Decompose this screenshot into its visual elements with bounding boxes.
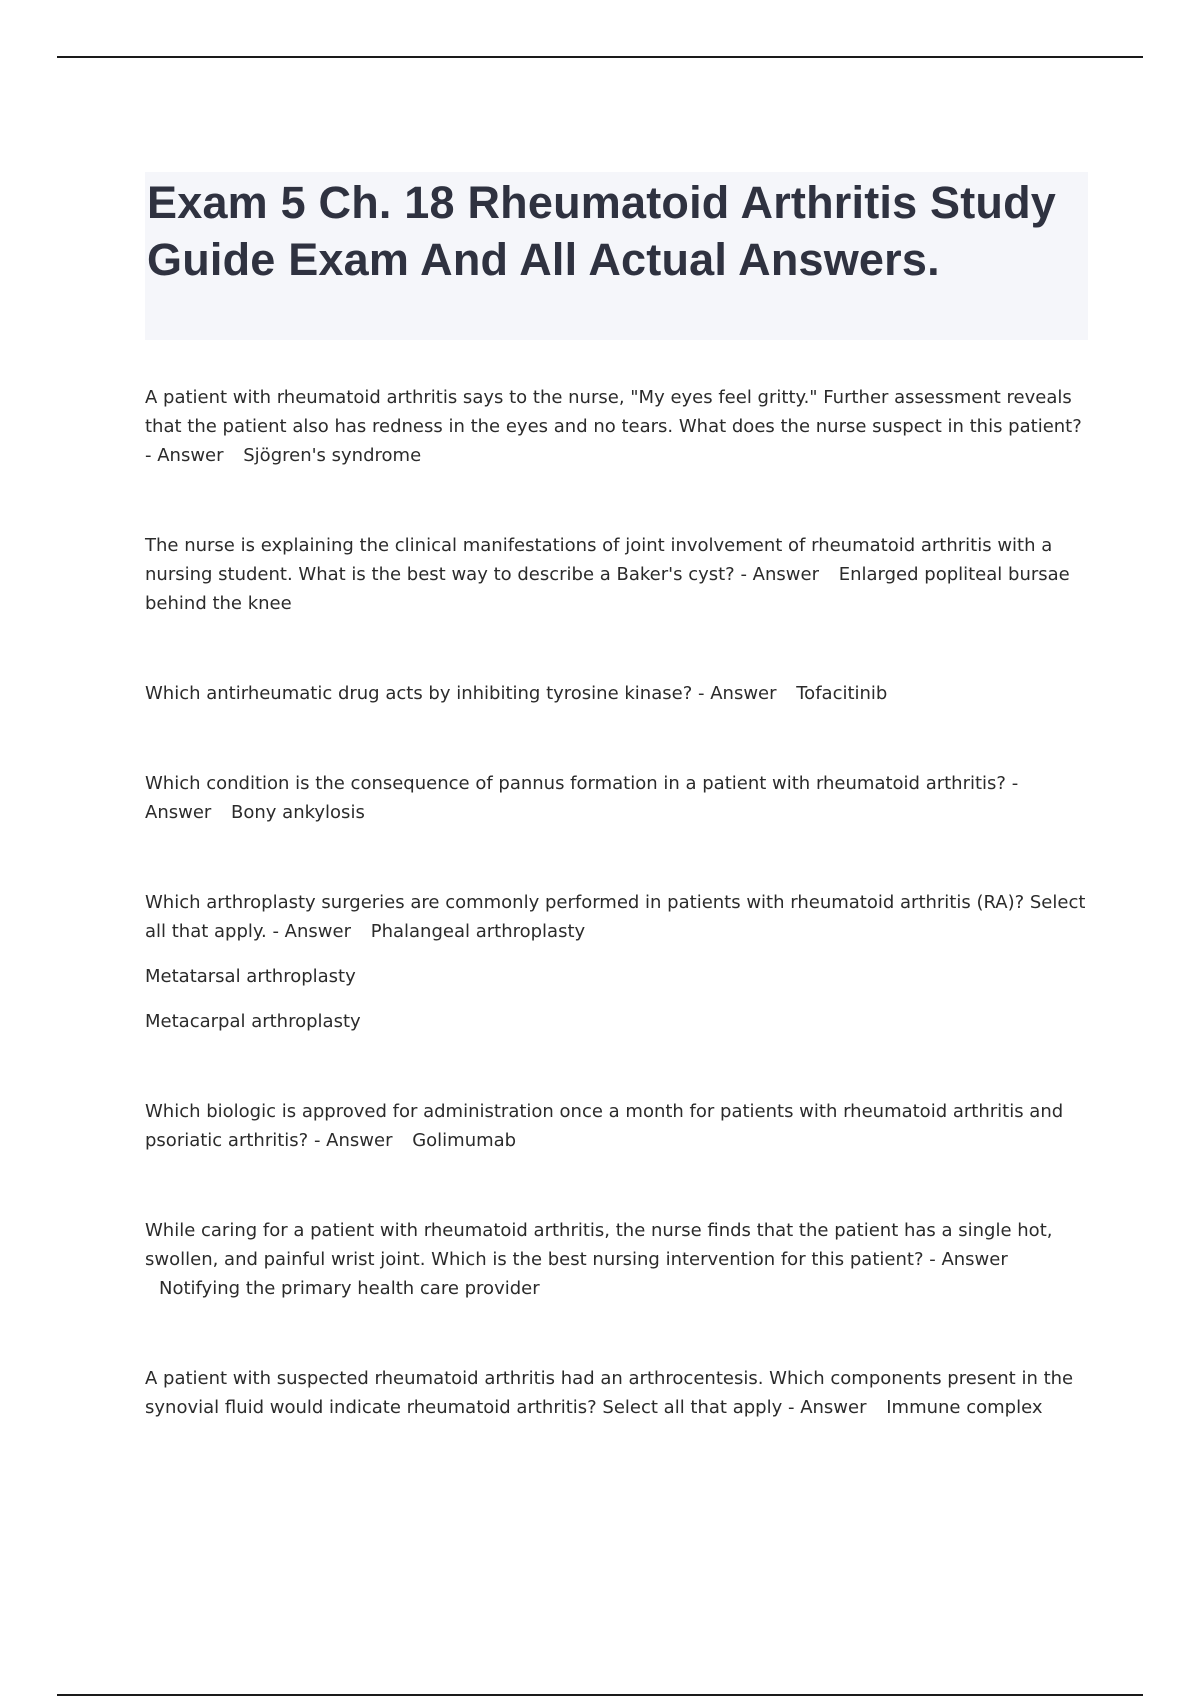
answer-text: Bony ankylosis: [231, 802, 365, 823]
question-text: The nurse is explaining the clinical manifestations of joint involvement of rheumatoid arthritis with a nursing student. What is the best way to describe a Baker's cyst?: [145, 535, 1053, 585]
answer-text: Notifying the primary health care provider: [159, 1278, 540, 1299]
top-rule: [57, 56, 1143, 58]
answer-separator: - Answer: [929, 1249, 1008, 1270]
qa-item: [145, 679, 1090, 708]
title-block: [145, 172, 1088, 340]
qa-item: [145, 769, 1090, 827]
answer-separator: - Answer: [740, 564, 819, 585]
question-text: Which condition is the consequence of pannus formation in a patient with rheumatoid arthritis?: [145, 773, 1006, 794]
answer-separator: - Answer: [272, 921, 351, 942]
document-title: Exam 5 Ch. 18 Rheumatoid Arthritis Study Guide Exam And All Actual Answers.: [147, 177, 1057, 285]
answer-text: Enlarged popliteal bursae behind the knee: [145, 564, 1070, 614]
qa-item: [145, 383, 1090, 470]
answer-extra-line: Metacarpal arthroplasty: [145, 1011, 361, 1032]
qa-item: [145, 1097, 1090, 1155]
answer-separator: - Answer: [313, 1130, 393, 1151]
answer-separator: - Answer: [698, 683, 777, 704]
question-text: A patient with rheumatoid arthritis says to the nurse, "My eyes feel gritty." Further assessment reveals that the patient also has redness in the eyes and no tears. What does the nurse suspect in this patient?: [145, 387, 1082, 437]
answer-separator: - Answer: [145, 445, 224, 466]
answer-text: Golimumab: [412, 1130, 517, 1151]
question-text: Which antirheumatic drug acts by inhibiting tyrosine kinase?: [145, 683, 693, 704]
question-text: Which arthroplasty surgeries are commonly performed in patients with rheumatoid arthritis (RA)? Select all that apply.: [145, 892, 1086, 942]
question-text: While caring for a patient with rheumatoid arthritis, the nurse finds that the patient has a single hot, swollen, and painful wrist joint. Which is the best nursing intervention for this patient?: [145, 1220, 1053, 1270]
bottom-rule: [57, 1694, 1143, 1696]
answer-text: Tofacitinib: [796, 683, 888, 704]
answer-separator: - Answer: [145, 773, 1019, 823]
answer-separator: - Answer: [787, 1397, 867, 1418]
qa-item: [145, 888, 1090, 1036]
answer-text: Immune complex: [886, 1397, 1043, 1418]
answer-text: Sjögren's syndrome: [243, 445, 422, 466]
question-text: Which biologic is approved for administration once a month for patients with rheumatoid arthritis and psoriatic arthritis?: [145, 1101, 1064, 1151]
question-text: A patient with suspected rheumatoid arthritis had an arthrocentesis. Which components present in the synovial fluid would indicate rheumatoid arthritis? Select all that apply: [145, 1368, 1074, 1418]
answer-extra-line: Metatarsal arthroplasty: [145, 966, 356, 987]
qa-list: [145, 383, 1090, 1422]
qa-item: [145, 1216, 1090, 1303]
qa-item: [145, 1364, 1090, 1422]
answer-text: Phalangeal arthroplasty: [370, 921, 586, 942]
qa-item: [145, 531, 1090, 618]
